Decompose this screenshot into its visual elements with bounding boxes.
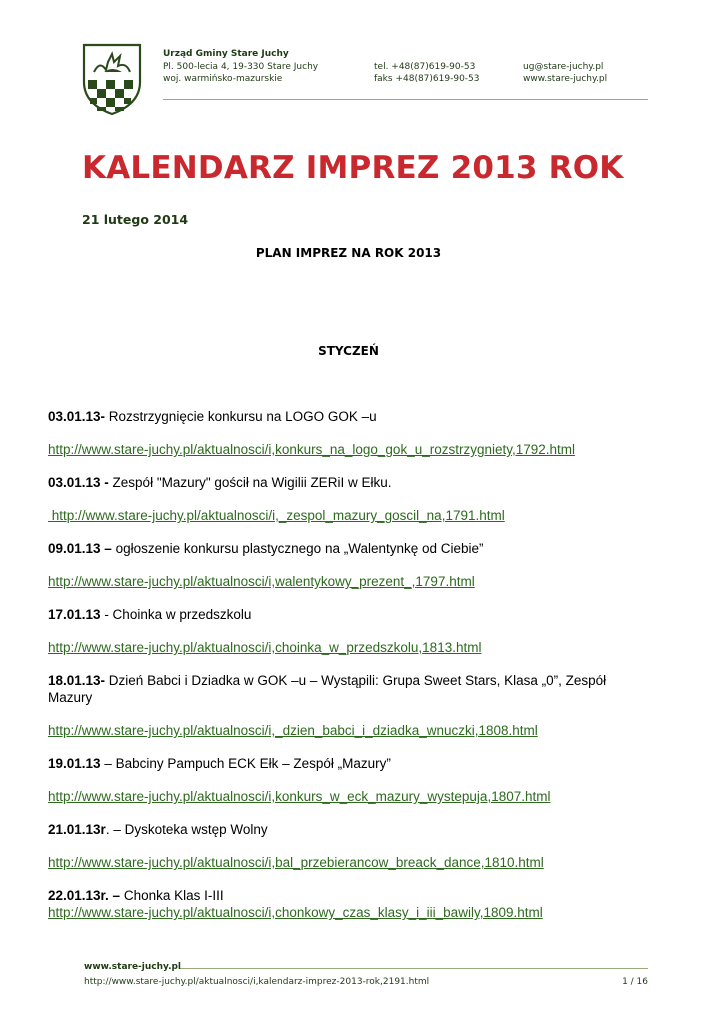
event-date: 21.01.13r [48,822,106,837]
event-entry [48,540,628,557]
event-link[interactable]: http://www.stare-juchy.pl/aktualnosci/i,_dzien_babci_i_dziadka_wnuczki,1808.html [48,723,538,738]
coat-of-arms-logo [82,42,142,116]
event-link[interactable]: http://www.stare-juchy.pl/aktualnosci/i,konkurs_w_eck_mazury_wystepuja,1807.html [48,789,551,804]
document-title: KALENDARZ IMPREZ 2013 ROK [82,150,624,186]
event-description: Rozstrzygnięcie konkursu na LOGO GOK –u [105,409,377,424]
event-description: - Choinka w przedszkolu [100,607,252,622]
event-date: 18.01.13- [48,673,106,688]
fax-number: faks +48(87)619-90-53 [374,74,480,84]
event-date: 03.01.13 - [48,475,109,490]
footer-url: http://www.stare-juchy.pl/aktualnosci/i,kalendarz-imprez-2013-rok,2191.html [84,977,430,987]
website-address: www.stare-juchy.pl [523,74,608,84]
event-link[interactable]: http://www.stare-juchy.pl/aktualnosci/i,chonkowy_czas_klasy_i_iii_bawily,1809.html [48,905,543,920]
event-entry [48,821,628,838]
event-link[interactable]: http://www.stare-juchy.pl/aktualnosci/i,walentykowy_prezent_,1797.html [48,574,475,589]
event-link[interactable]: http://www.stare-juchy.pl/aktualnosci/i,bal_przebierancow_breack_dance,1810.html [48,855,544,870]
event-description: . – Dyskoteka wstęp Wolny [105,822,268,837]
event-entry [48,408,628,425]
event-date: 19.01.13 [48,756,101,771]
phone-number: tel. +48(87)619-90-53 [374,61,476,72]
event-entry [48,887,628,904]
event-description: Dzień Babci i Dziadka w GOK –u – Wystąpili: Grupa Sweet Stars, Klasa „0”, Zespół Mazury [48,673,607,705]
page-number: 1 / 16 [622,977,648,987]
month-heading: STYCZEŃ [318,344,379,358]
event-link[interactable]: http://www.stare-juchy.pl/aktualnosci/i,konkurs_na_logo_gok_u_rozstrzygniety,1792.html [48,442,576,457]
footer-site: www.stare-juchy.pl [84,962,182,972]
event-description: Chonka Klas I-III [120,888,224,903]
address-line-2: woj. warmińsko-mazurskie [163,74,283,84]
event-entry [48,755,628,772]
plan-heading: PLAN IMPREZ NA ROK 2013 [255,246,442,260]
event-entry [48,606,628,623]
event-date: 17.01.13 [48,607,101,622]
event-link[interactable]: http://www.stare-juchy.pl/aktualnosci/i,choinka_w_przedszkolu,1813.html [48,640,482,655]
letterhead-phones [374,48,480,86]
event-description: ogłoszenie konkursu plastycznego na „Walentynkę od Ciebie” [111,541,484,556]
event-entry [48,474,628,491]
letterhead-contacts [523,48,607,86]
event-list [48,408,628,921]
footer-divider [180,968,648,969]
event-description: – Babciny Pampuch ECK Ełk – Zespół „Mazury” [100,756,391,771]
event-link[interactable]: http://www.stare-juchy.pl/aktualnosci/i,_zespol_mazury_goscil_na,1791.html [48,508,505,523]
event-date: 03.01.13- [48,409,106,424]
email-address: ug@stare-juchy.pl [523,61,604,72]
event-entry [48,672,628,706]
letterhead-address [163,48,318,86]
header-divider [163,99,648,100]
document-date: 21 lutego 2014 [82,212,189,227]
address-line-1: Pl. 500-lecia 4, 19-330 Stare Juchy [163,61,319,72]
event-date: 09.01.13 – [48,541,112,556]
org-name: Urząd Gminy Stare Juchy [163,49,289,59]
event-date: 22.01.13r. – [48,888,121,903]
event-description: Zespół "Mazury" gościł na Wigilii ZERiI w Ełku. [108,475,392,490]
